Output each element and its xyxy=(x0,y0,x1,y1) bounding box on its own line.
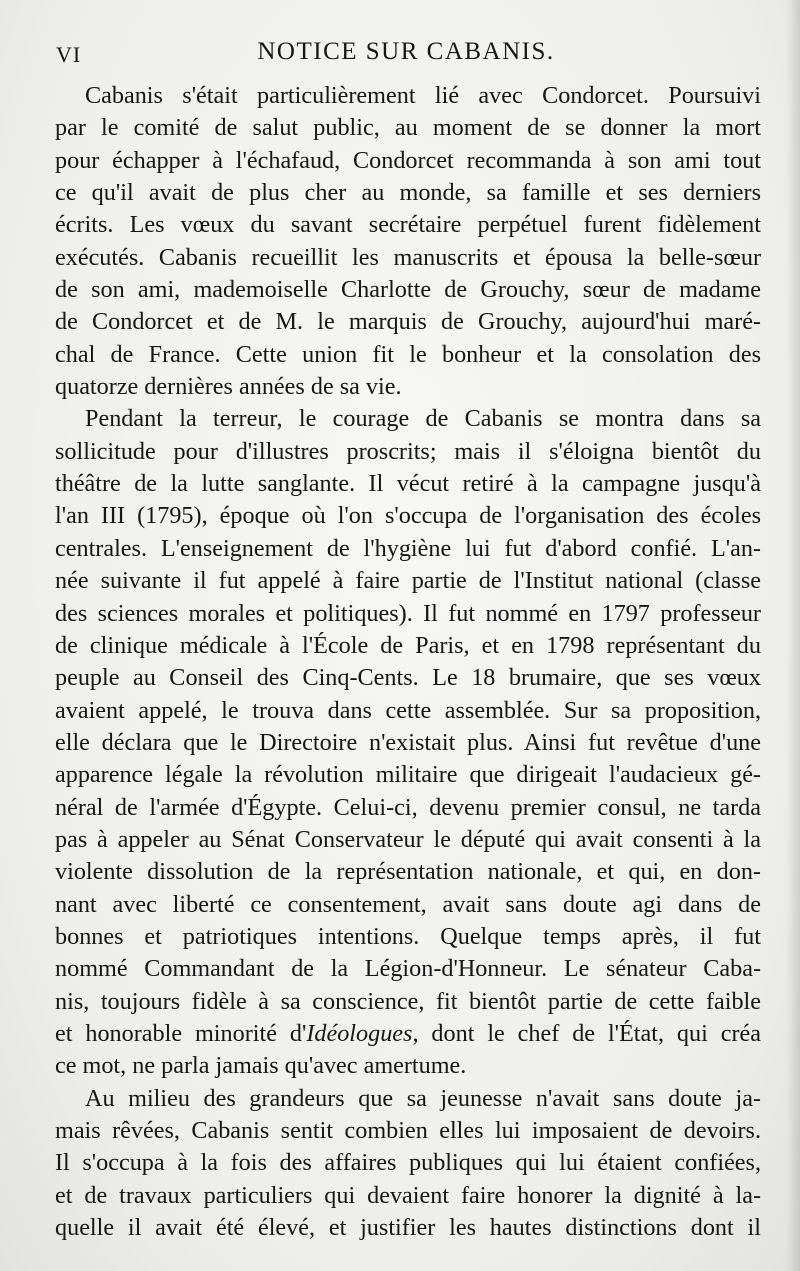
text-line: de Condorcet et de M. le marquis de Grouchy, aujourd'hui maré- xyxy=(55,308,761,336)
text-line: et de travaux particuliers qui devaient faire honorer la dignité à la- xyxy=(55,1181,761,1209)
paragraph-condorcet xyxy=(55,80,761,403)
text-line: exécutés. Cabanis recueillit les manuscrits et épousa la belle-sœur xyxy=(55,243,761,271)
text-line: centrales. L'enseignement de l'hygiène lui fut d'abord confié. L'an- xyxy=(55,534,761,562)
text-line: théâtre de la lutte sanglante. Il vécut retiré à la campagne jusqu'à xyxy=(55,470,761,498)
page-header xyxy=(56,38,756,72)
text-line: apparence légale la révolution militaire que dirigeait l'audacieux gé- xyxy=(55,761,761,789)
text-line: ce mot, ne parla jamais qu'avec amertume. xyxy=(55,1052,467,1080)
text-line: Au milieu des grandeurs que sa jeunesse n'avait sans doute ja- xyxy=(85,1084,761,1112)
page-body xyxy=(55,80,761,1244)
text-line: pour échapper à l'échafaud, Condorcet recommanda à son ami tout xyxy=(55,146,761,174)
text-line: peuple au Conseil des Cinq-Cents. Le 18 brumaire, que ses vœux xyxy=(55,664,761,692)
page-gutter-shadow xyxy=(786,0,800,1271)
text-line: pas à appeler au Sénat Conservateur le député qui avait consenti à la xyxy=(55,825,761,853)
text-line: mais rêvées, Cabanis sentit combien elles lui imposaient de devoirs. xyxy=(55,1117,761,1144)
text-line: née suivante il fut appelé à faire partie de l'Institut national (classe xyxy=(55,567,761,595)
text-line: par le comité de salut public, au moment de se donner la mort xyxy=(55,114,761,142)
text-line: violente dissolution de la représentation nationale, et qui, en don- xyxy=(55,858,761,886)
text-line: de clinique médicale à l'École de Paris, et en 1798 représentant du xyxy=(55,631,761,659)
text-line: chal de France. Cette union fit le bonheur et la consolation des xyxy=(55,340,761,368)
italic-word: Idéologues xyxy=(306,1019,413,1047)
paragraph-terreur xyxy=(55,403,761,1082)
text-line: Cabanis s'était particulièrement lié avec Condorcet. Poursuivi xyxy=(85,82,761,109)
text-line: bonnes et patriotiques intentions. Quelque temps après, il fut xyxy=(55,922,761,950)
text-line: sollicitude pour d'illustres proscrits; mais il s'éloigna bientôt du xyxy=(55,437,761,465)
paragraph-grandeurs xyxy=(55,1083,761,1245)
text-line: avaient appelé, le trouva dans cette assemblée. Sur sa proposition, xyxy=(55,696,761,724)
text-line: quatorze dernières années de sa vie. xyxy=(55,373,402,401)
text-line: ce qu'il avait de plus cher au monde, sa famille et ses derniers xyxy=(55,179,761,207)
text-line: nis, toujours fidèle à sa conscience, fit bientôt partie de cette faible xyxy=(55,987,761,1015)
text-line: l'an III (1795), époque où l'on s'occupa de l'organisation des écoles xyxy=(55,502,761,530)
text-line-ideologues: et honorable minorité d'Idéologues, dont le chef de l'État, qui créa xyxy=(55,1019,762,1047)
running-title: NOTICE SUR CABANIS. xyxy=(257,38,555,65)
text-line: quelle il avait été élevé, et justifier les hautes distinctions dont il xyxy=(55,1214,761,1242)
text-line: néral de l'armée d'Égypte. Celui-ci, devenu premier consul, ne tarda xyxy=(55,793,761,821)
text-line: de son ami, mademoiselle Charlotte de Grouchy, sœur de madame xyxy=(55,276,761,304)
text-line: écrits. Les vœux du savant secrétaire perpétuel furent fidèlement xyxy=(55,211,761,239)
page-number: VI xyxy=(56,42,82,67)
text-line: des sciences morales et politiques). Il fut nommé en 1797 professeur xyxy=(55,599,761,627)
text-line: elle déclara que le Directoire n'existait plus. Ainsi fut revêtue d'une xyxy=(55,728,761,756)
text-line: nant avec liberté ce consentement, avait sans doute agi dans de xyxy=(55,890,761,918)
text-line: Il s'occupa à la fois des affaires publiques qui lui étaient confiées, xyxy=(55,1149,761,1177)
text-line: Pendant la terreur, le courage de Cabanis se montra dans sa xyxy=(85,405,761,433)
text-line: nommé Commandant de la Légion-d'Honneur. Le sénateur Caba- xyxy=(55,955,761,983)
